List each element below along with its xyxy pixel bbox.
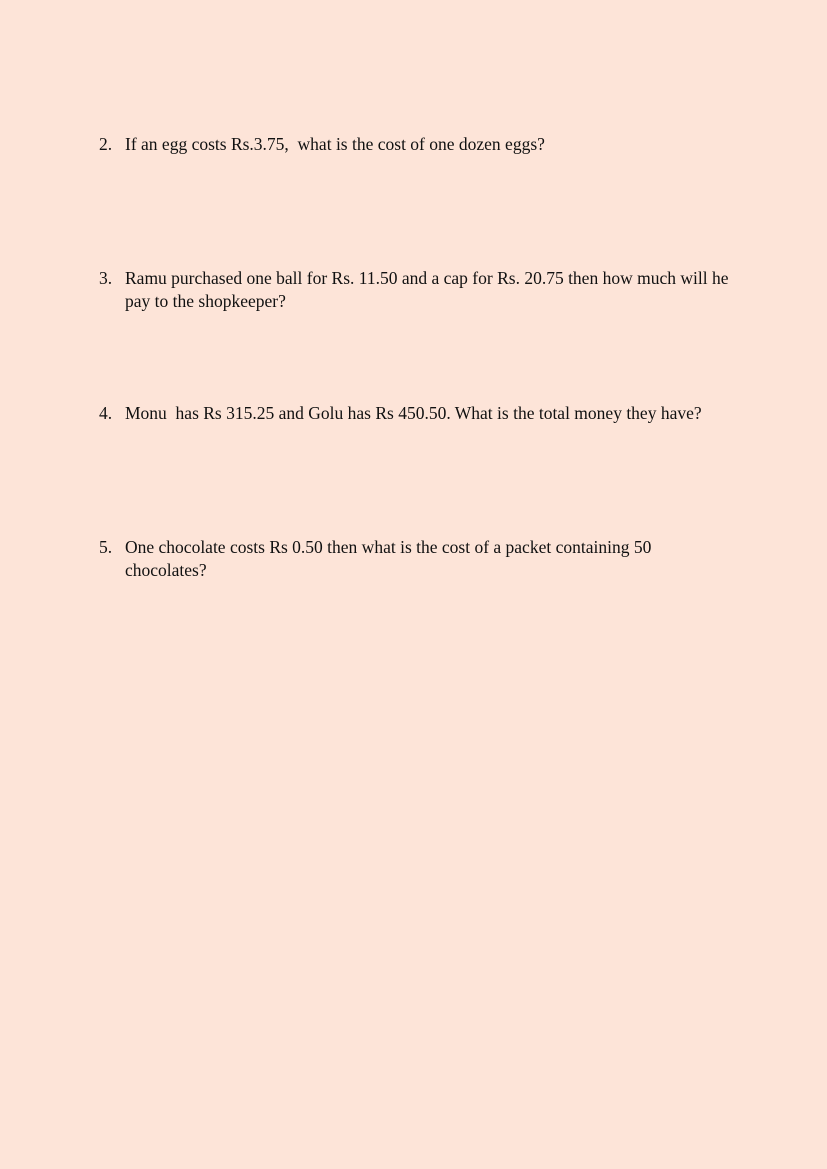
question-5 <box>99 536 729 582</box>
question-number: 4. <box>99 403 113 423</box>
question-text: One chocolate costs Rs 0.50 then what is the cost of a packet containing 50 chocolates? <box>125 537 656 580</box>
question-4 <box>99 402 729 425</box>
question-number: 5. <box>99 537 113 557</box>
question-number: 3. <box>99 268 113 288</box>
question-text: If an egg costs Rs.3.75, what is the cost of one dozen eggs? <box>125 134 545 154</box>
question-text: Ramu purchased one ball for Rs. 11.50 and a cap for Rs. 20.75 then how much will he pay to the shopkeeper? <box>125 268 733 311</box>
question-text: Monu has Rs 315.25 and Golu has Rs 450.50. What is the total money they have? <box>125 403 702 423</box>
question-3 <box>99 267 733 313</box>
question-number: 2. <box>99 134 113 154</box>
question-2 <box>99 133 729 156</box>
